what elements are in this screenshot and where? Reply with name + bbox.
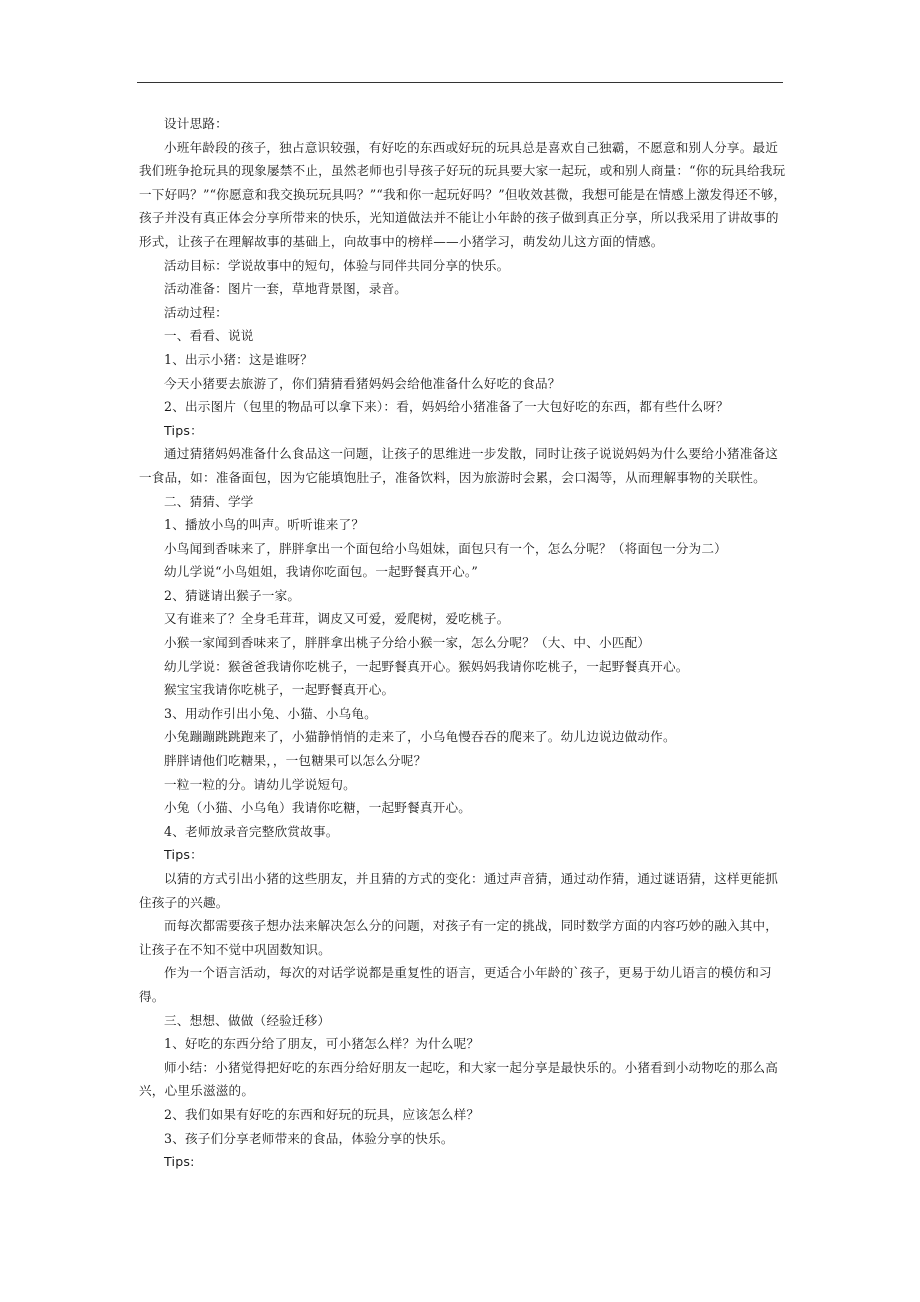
- tips-label: Tips：: [164, 847, 203, 863]
- paragraph: 小兔（小猫、小乌龟）我请你吃糖，一起野餐真开心。: [164, 800, 472, 816]
- paragraph: 小兔蹦蹦跳跳跑来了，小猫静悄悄的走来了，小乌龟慢吞吞的爬来了。幼儿边说边做动作。: [164, 729, 676, 745]
- paragraph: 2、猜谜请出猴子一家。: [164, 587, 301, 603]
- paragraph: 今天小猪要去旅游了，你们猜猜看猪妈妈会给他准备什么好吃的食品？: [164, 375, 561, 391]
- paragraph: 1、播放小鸟的叫声。听听谁来了？: [164, 517, 365, 533]
- paragraph: 幼儿学说：猴爸爸我请你吃桃子，一起野餐真开心。猴妈妈我请你吃桃子，一起野餐真开心。: [164, 658, 689, 674]
- paragraph: 活动准备：图片一套，草地背景图，录音。: [164, 281, 408, 297]
- paragraph: 3、孩子们分享老师带来的食品，体验分享的快乐。: [164, 1130, 454, 1146]
- paragraph: 1、好吃的东西分给了朋友，可小猪怎么样？为什么呢？: [164, 1036, 480, 1052]
- paragraph: 师小结：小猪觉得把好吃的东西分给好朋友一起吃，和大家一起分享是最快乐的。小猪看到小动物吃的那么高兴，心里乐滋滋的。: [139, 1059, 779, 1099]
- paragraph: 2、我们如果有好吃的东西和好玩的玩具，应该怎么样？: [164, 1106, 480, 1122]
- paragraph: 1、出示小猪：这是谁呀？: [164, 351, 313, 367]
- header-rule: [137, 82, 783, 83]
- paragraph: 以猜的方式引出小猪的这些朋友，并且猜的方式的变化：通过声音猜，通过动作猜，通过谜语猜，这样更能抓住孩子的兴趣。: [139, 871, 779, 910]
- paragraph: 三、想想、做做（经验迁移）: [164, 1012, 331, 1028]
- paragraph: 3、用动作引出小兔、小猫、小乌龟。: [164, 705, 377, 721]
- paragraph: 猴宝宝我请你吃桃子，一起野餐真开心。: [164, 682, 395, 698]
- paragraph: 而每次都需要孩子想办法来解决怎么分的问题，对孩子有一定的挑战，同时数学方面的内容巧妙的融入其中，让孩子在不知不觉中巩固数知识。: [139, 918, 779, 957]
- paragraph: 作为一个语言活动，每次的对话学说都是重复性的语言，更适合小年龄的`孩子，更易于幼儿语言的模仿和习得。: [139, 965, 772, 1004]
- paragraph: 一、看看、说说: [164, 328, 254, 344]
- paragraph: 活动过程：: [164, 304, 228, 320]
- tips-label: Tips:: [164, 1154, 195, 1170]
- document-body: [139, 112, 787, 1174]
- paragraph: 胖胖请他们吃糖果，，一包糖果可以怎么分呢？: [164, 753, 427, 769]
- tips-label: Tips：: [164, 422, 203, 438]
- paragraph: 小班年龄段的孩子，独占意识较强，有好吃的东西或好玩的玩具总是喜欢自己独霸，不愿意和别人分享。最近我们班争抢玩具的现象屡禁不止，虽然老师也引导孩子好玩的玩具要大家一起玩，或和别人商量：“你的玩具给我玩一下好吗？”“你愿意和我交换玩玩具吗？”“我和你一起玩好吗？”但收效甚微，我想可能是在情感上激发得还不够，孩子并没有真正体会分享所带来的快乐，光知道做法并不能让小年龄的孩子做到真正分享，所以我采用了讲故事的形式，让孩子在理解故事的基础上，向故事中的榜样——小猪学习，萌发幼儿这方面的情感。: [139, 139, 787, 249]
- paragraph: 4、老师放录音完整欣赏故事。: [164, 823, 339, 839]
- paragraph: 一粒一粒的分。请幼儿学说短句。: [164, 776, 356, 792]
- paragraph: 二、猜猜、学学: [164, 493, 254, 509]
- paragraph: 又有谁来了？全身毛茸茸，调皮又可爱，爱爬树，爱吃桃子。: [164, 611, 510, 627]
- paragraph: 小鸟闻到香味来了，胖胖拿出一个面包给小鸟姐妹，面包只有一个，怎么分呢？（将面包一分为二）: [164, 540, 727, 556]
- paragraph: 幼儿学说“小鸟姐姐，我请你吃面包。一起野餐真开心。”: [164, 564, 479, 580]
- paragraph: 活动目标：学说故事中的短句，体验与同伴共同分享的快乐。: [164, 257, 510, 273]
- paragraph: 设计思路：: [164, 116, 228, 131]
- paragraph: 通过猜猪妈妈准备什么食品这一问题，让孩子的思维进一步发散，同时让孩子说说妈妈为什么要给小猪准备这一食品，如：准备面包，因为它能填饱肚子，准备饮料，因为旅游时会累，会口渴等，从而理解事物的关联性。: [139, 446, 779, 485]
- paragraph: 2、出示图片（包里的物品可以拿下来）：看，妈妈给小猪准备了一大包好吃的东西，都有些什么呀？: [164, 399, 729, 415]
- paragraph: 小猴一家闻到香味来了，胖胖拿出桃子分给小猴一家，怎么分呢？（大、中、小匹配）: [164, 635, 651, 651]
